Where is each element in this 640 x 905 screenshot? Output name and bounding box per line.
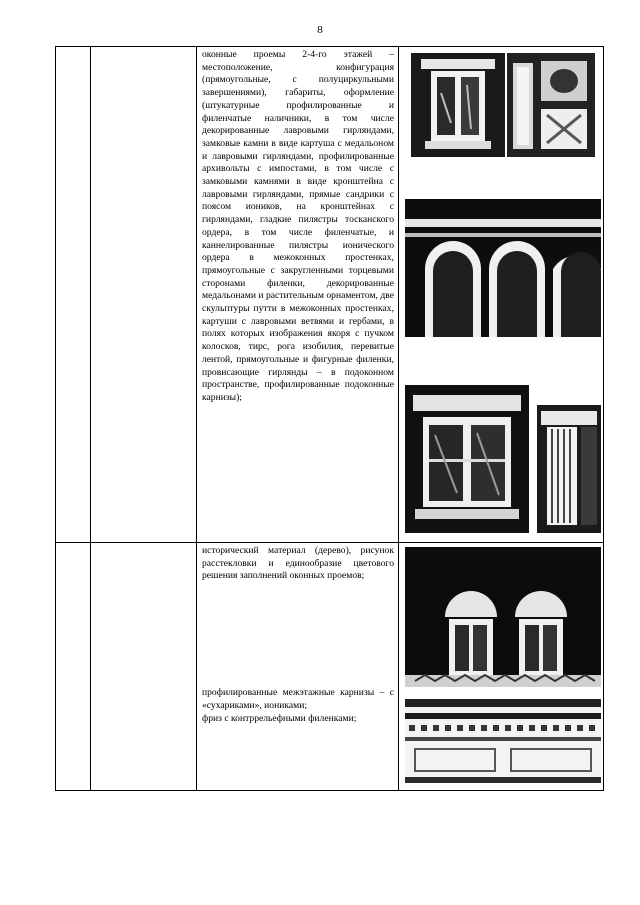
arched-windows-photo	[405, 199, 601, 337]
cornices-text: профилированные межэтажные карнизы – с «сухариками», иониками;	[202, 687, 394, 711]
frieze-text: фриз с контррельефными филенками;	[202, 712, 357, 724]
fluted-pilaster-photo	[537, 405, 601, 533]
window-frames-photo	[405, 385, 529, 533]
window-fillings-text: исторический материал (дерево), рисунок расстекловки и единообразие цветового решения заполнений оконных проемов;	[202, 545, 394, 582]
window-openings-text: оконные проемы 2-4-го этажей – местоположение, конфигурация (прямоугольные, с полуциркульными завершениями), габариты, оформление (штукатурные профилированные и филенчатые наличники, в том числе декорированные лавровыми гирляндами, замковые камни в виде картуша с медальоном и лавровыми гирляндами, профилированные архивольты с импостами, в том числе с замковыми камнями в виде кронштейна с лавровыми гирляндами, прямые сандрики с поясом иоников, на кронштейнах с гирляндами, гладкие пилястры тосканского ордера, в том числе филенчатые, и каннелированные пилястры ионического ордера в межоконных простенках, прямоугольные с закругленными торцевыми сторонами филенки, декорированные медальонами и растительным орнаментом, две скульптуры путти в межоконных простенках, картуши с лавровыми ветвями и гербами, в полях которых изображения якоря с пучком колосков, тирс, рога изобилия, перевитые лентой, прямоугольные и фигурные филенки, провисающие гирлянды – в подоконном пространстве, профилированные подоконные карнизы);	[202, 49, 394, 403]
row-number-cell	[56, 47, 91, 543]
table-row	[56, 543, 604, 791]
description-cell	[197, 47, 399, 543]
row-number-cell	[56, 543, 91, 791]
object-name-cell	[91, 543, 197, 791]
cornice-dentils-photo	[405, 699, 601, 783]
page-number: 8	[317, 24, 323, 36]
photo-cell	[399, 543, 604, 791]
window-fillings-photo	[405, 547, 601, 687]
protected-elements-table	[55, 46, 604, 791]
cartouche-photo	[507, 53, 595, 157]
table-row	[56, 47, 604, 543]
description-cell	[197, 543, 399, 791]
window-surround-photo	[411, 53, 505, 157]
object-name-cell	[91, 47, 197, 543]
photo-cell	[399, 47, 604, 543]
